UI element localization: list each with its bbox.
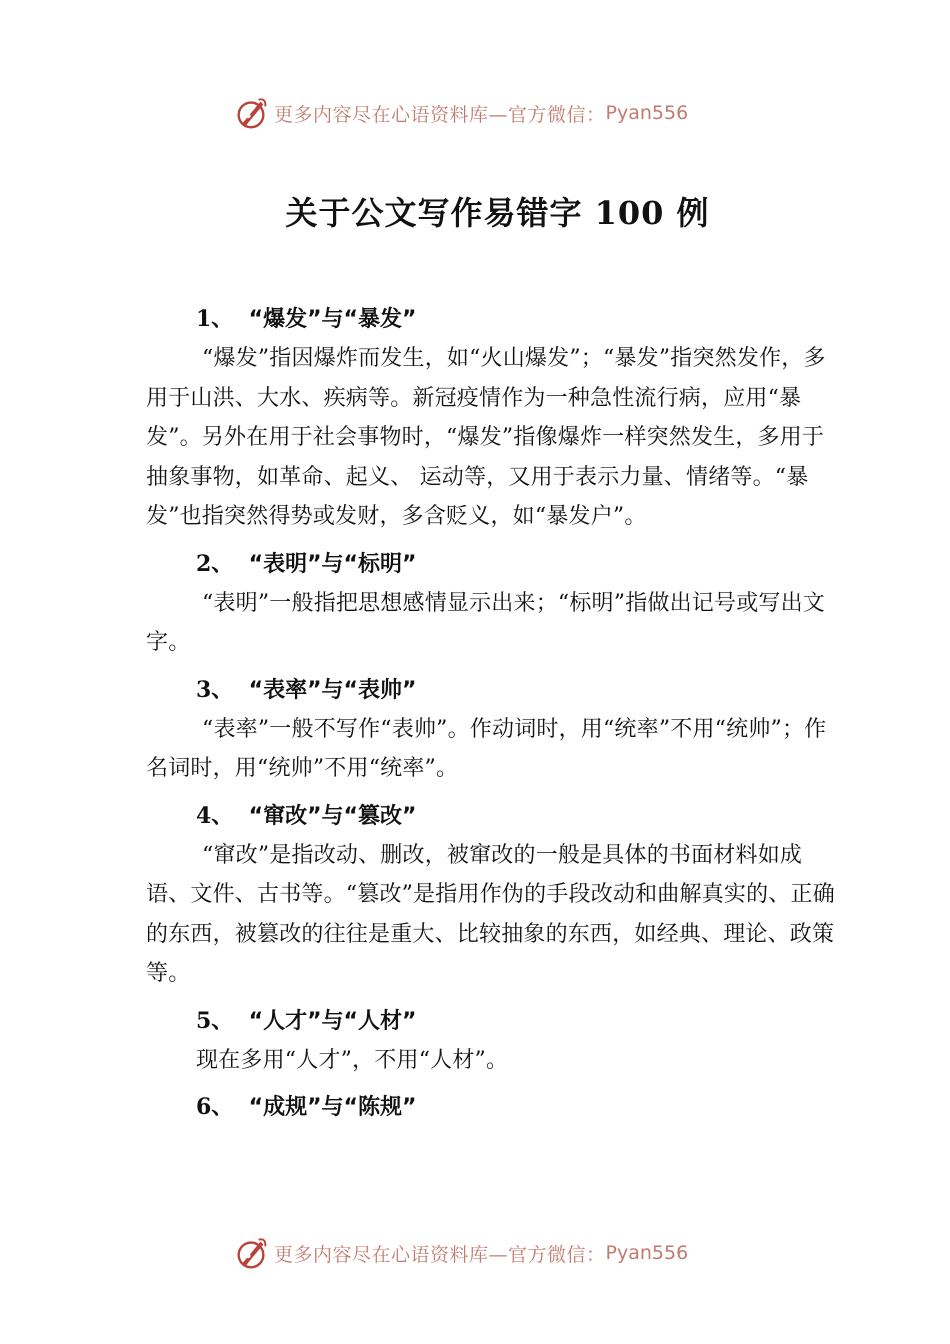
header-banner: [232, 94, 688, 132]
entry-heading: [146, 797, 836, 836]
document-body: [146, 300, 836, 1127]
entry-text: “表明”一般指把思想感情显示出来；“标明”指做出记号或写出文字。: [146, 590, 825, 655]
entry-title: “爆发”与“暴发”: [248, 307, 417, 332]
entry-text: “爆发”指因爆炸而发生，如“火山爆发”；“暴发”指突然发作，多用于山洪、大水、疾病等。新冠疫情作为一种急性流行病，应用“暴发”。另外在用于社会事物时，“爆发”指像爆炸一样突然发生，多用于抽象事物，如革命、起义、 运动等，又用于表示力量、情绪等。“暴发”也指突然得势或发财，多含贬义，如“暴发户”。: [146, 346, 826, 529]
entry-number: 3、: [196, 676, 234, 703]
entry-heading: [146, 1002, 836, 1041]
entry-2: [146, 545, 836, 663]
entry-3: [146, 671, 836, 789]
entry-title: “人才”与“人材”: [248, 1008, 417, 1034]
banner-text: 更多内容尽在心语资料库—官方微信：: [274, 1243, 606, 1266]
banner-wechat-id: Pyan556: [605, 1242, 689, 1264]
entry-number: 4、: [196, 802, 234, 829]
entry-title: “表明”与“标明”: [248, 551, 417, 577]
banner-wechat-id: Pyan556: [605, 102, 689, 124]
quill-logo-icon: [232, 1234, 270, 1272]
footer-banner: [232, 1234, 688, 1272]
banner-text: 更多内容尽在心语资料库—官方微信：: [274, 103, 606, 126]
quill-logo-icon: [232, 94, 270, 132]
entry-heading: [146, 545, 836, 584]
entry-1: [146, 300, 836, 537]
entry-number: 1、: [196, 306, 234, 332]
entry-heading: [146, 671, 836, 710]
entry-number: 5、: [196, 1007, 234, 1034]
entry-text: “窜改”是指改动、删改，被窜改的一般是具体的书面材料如成语、文件、古书等。“篡改”是指用作伪的手段改动和曲解真实的、正确的东西，被篡改的往往是重大、比较抽象的东西，如经典、理论、政策等。: [146, 842, 835, 986]
entry-4: [146, 797, 836, 994]
entry-5: [146, 1002, 836, 1081]
entry-number: 2、: [196, 550, 234, 577]
page-title: 关于公文写作易错字 100 例: [285, 194, 710, 232]
entry-title: “表率”与“表帅”: [248, 677, 417, 703]
entry-heading: [146, 1088, 836, 1127]
entry-heading: [146, 300, 836, 339]
entry-title: “窜改”与“篡改”: [248, 803, 417, 829]
entry-6: [146, 1088, 836, 1127]
entry-number: 6、: [196, 1094, 234, 1120]
entry-text: “表率”一般不写作“表帅”。作动词时，用“统率”不用“统帅”；作名词时，用“统帅”不用“统率”。: [146, 716, 827, 781]
entry-title: “成规”与“陈规”: [248, 1095, 417, 1120]
entry-text: 现在多用“人才”，不用“人材”。: [196, 1047, 509, 1073]
